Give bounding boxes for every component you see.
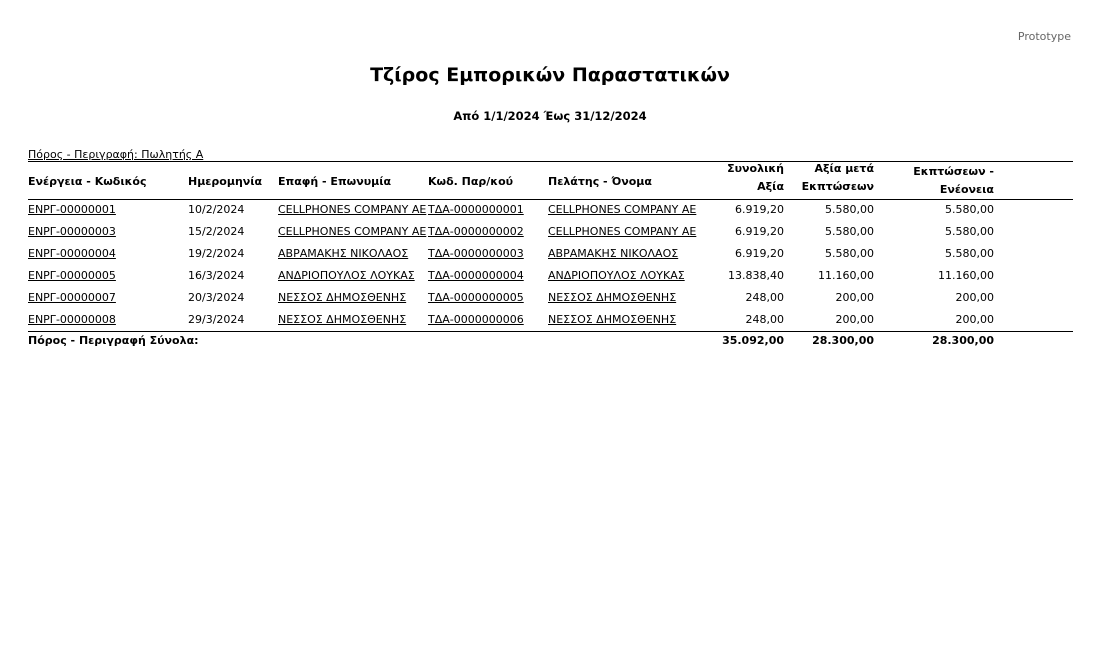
col-header-action-code: Ενέργεια - Κωδικός xyxy=(28,175,147,188)
totals-total-value: 35.092,00 xyxy=(722,334,784,347)
cell-contact[interactable]: ΑΝΔΡΙΟΠΟΥΛΟΣ ΛΟΥΚΑΣ xyxy=(278,269,415,282)
cell-doc-code[interactable]: ΤΔΑ-0000000006 xyxy=(428,313,524,326)
col-header-discount-active xyxy=(880,163,994,199)
cell-discount-active: 5.580,00 xyxy=(945,225,994,238)
cell-date: 15/2/2024 xyxy=(188,225,245,238)
cell-contact[interactable]: ΑΒΡΑΜΑΚΗΣ ΝΙΚΟΛΑΟΣ xyxy=(278,247,409,260)
cell-contact[interactable]: ΝΕΣΣΟΣ ΔΗΜΟΣΘΕΝΗΣ xyxy=(278,291,407,304)
col-header-total-value-line1: Συνολική xyxy=(727,162,784,175)
cell-after-discount: 200,00 xyxy=(835,291,874,304)
col-header-discount-active-line1: Εκπτώσεων - xyxy=(913,165,994,178)
cell-action-code[interactable]: ΕΝΡΓ-00000003 xyxy=(28,225,116,238)
cell-discount-active: 5.580,00 xyxy=(945,203,994,216)
cell-total-value: 6.919,20 xyxy=(735,225,784,238)
col-header-total-value xyxy=(700,160,784,196)
cell-discount-active: 5.580,00 xyxy=(945,247,994,260)
col-header-discount-active-line2: Ενέονεια xyxy=(939,183,994,196)
cell-date: 20/3/2024 xyxy=(188,291,245,304)
cell-customer[interactable]: CELLPHONES COMPANY AE xyxy=(548,203,697,216)
prototype-watermark: Prototype xyxy=(1017,30,1071,43)
col-header-doc-code: Κωδ. Παρ/κού xyxy=(428,175,514,188)
cell-doc-code[interactable]: ΤΔΑ-0000000002 xyxy=(428,225,524,238)
totals-rule xyxy=(28,331,1073,332)
cell-doc-code[interactable]: ΤΔΑ-0000000003 xyxy=(428,247,524,260)
cell-after-discount: 5.580,00 xyxy=(825,247,874,260)
col-header-after-discount xyxy=(780,160,874,196)
cell-doc-code[interactable]: ΤΔΑ-0000000004 xyxy=(428,269,524,282)
cell-total-value: 13.838,40 xyxy=(728,269,784,282)
cell-after-discount: 5.580,00 xyxy=(825,203,874,216)
totals-discount-active: 28.300,00 xyxy=(932,334,994,347)
cell-contact[interactable]: CELLPHONES COMPANY AE xyxy=(278,225,427,238)
cell-action-code[interactable]: ΕΝΡΓ-00000004 xyxy=(28,247,116,260)
cell-total-value: 248,00 xyxy=(745,291,784,304)
cell-discount-active: 200,00 xyxy=(955,313,994,326)
cell-action-code[interactable]: ΕΝΡΓ-00000001 xyxy=(28,203,116,216)
col-header-total-value-line2: Αξία xyxy=(757,180,784,193)
cell-customer[interactable]: ΝΕΣΣΟΣ ΔΗΜΟΣΘΕΝΗΣ xyxy=(548,291,677,304)
cell-total-value: 6.919,20 xyxy=(735,247,784,260)
cell-doc-code[interactable]: ΤΔΑ-0000000005 xyxy=(428,291,524,304)
col-header-date: Ημερομηνία xyxy=(188,175,263,188)
cell-after-discount: 11.160,00 xyxy=(818,269,874,282)
col-header-customer: Πελάτης - Όνομα xyxy=(548,175,652,188)
cell-date: 16/3/2024 xyxy=(188,269,245,282)
cell-action-code[interactable]: ΕΝΡΓ-00000007 xyxy=(28,291,116,304)
cell-date: 29/3/2024 xyxy=(188,313,245,326)
report-title: Τζίρος Εμπορικών Παραστατικών xyxy=(370,64,730,86)
cell-customer[interactable]: ΑΝΔΡΙΟΠΟΥΛΟΣ ΛΟΥΚΑΣ xyxy=(548,269,685,282)
cell-customer[interactable]: CELLPHONES COMPANY AE xyxy=(548,225,697,238)
cell-contact[interactable]: CELLPHONES COMPANY AE xyxy=(278,203,427,216)
cell-customer[interactable]: ΑΒΡΑΜΑΚΗΣ ΝΙΚΟΛΑΟΣ xyxy=(548,247,679,260)
col-header-after-discount-line2: Εκπτώσεων xyxy=(801,180,874,193)
totals-after-discount: 28.300,00 xyxy=(812,334,874,347)
report-period: Από 1/1/2024 Έως 31/12/2024 xyxy=(453,109,647,123)
totals-label: Πόρος - Περιγραφή Σύνολα: xyxy=(28,334,199,347)
header-top-rule xyxy=(28,161,1073,162)
header-bottom-rule xyxy=(28,199,1073,200)
cell-date: 19/2/2024 xyxy=(188,247,245,260)
cell-discount-active: 11.160,00 xyxy=(938,269,994,282)
group-label[interactable]: Πόρος - Περιγραφή: Πωλητής Α xyxy=(28,148,204,161)
cell-after-discount: 200,00 xyxy=(835,313,874,326)
cell-discount-active: 200,00 xyxy=(955,291,994,304)
cell-contact[interactable]: ΝΕΣΣΟΣ ΔΗΜΟΣΘΕΝΗΣ xyxy=(278,313,407,326)
col-header-after-discount-line1: Αξία μετά xyxy=(814,162,874,175)
cell-customer[interactable]: ΝΕΣΣΟΣ ΔΗΜΟΣΘΕΝΗΣ xyxy=(548,313,677,326)
cell-date: 10/2/2024 xyxy=(188,203,245,216)
cell-total-value: 6.919,20 xyxy=(735,203,784,216)
cell-doc-code[interactable]: ΤΔΑ-0000000001 xyxy=(428,203,524,216)
cell-after-discount: 5.580,00 xyxy=(825,225,874,238)
col-header-contact: Επαφή - Επωνυμία xyxy=(278,175,392,188)
cell-action-code[interactable]: ΕΝΡΓ-00000008 xyxy=(28,313,116,326)
cell-action-code[interactable]: ΕΝΡΓ-00000005 xyxy=(28,269,116,282)
cell-total-value: 248,00 xyxy=(745,313,784,326)
